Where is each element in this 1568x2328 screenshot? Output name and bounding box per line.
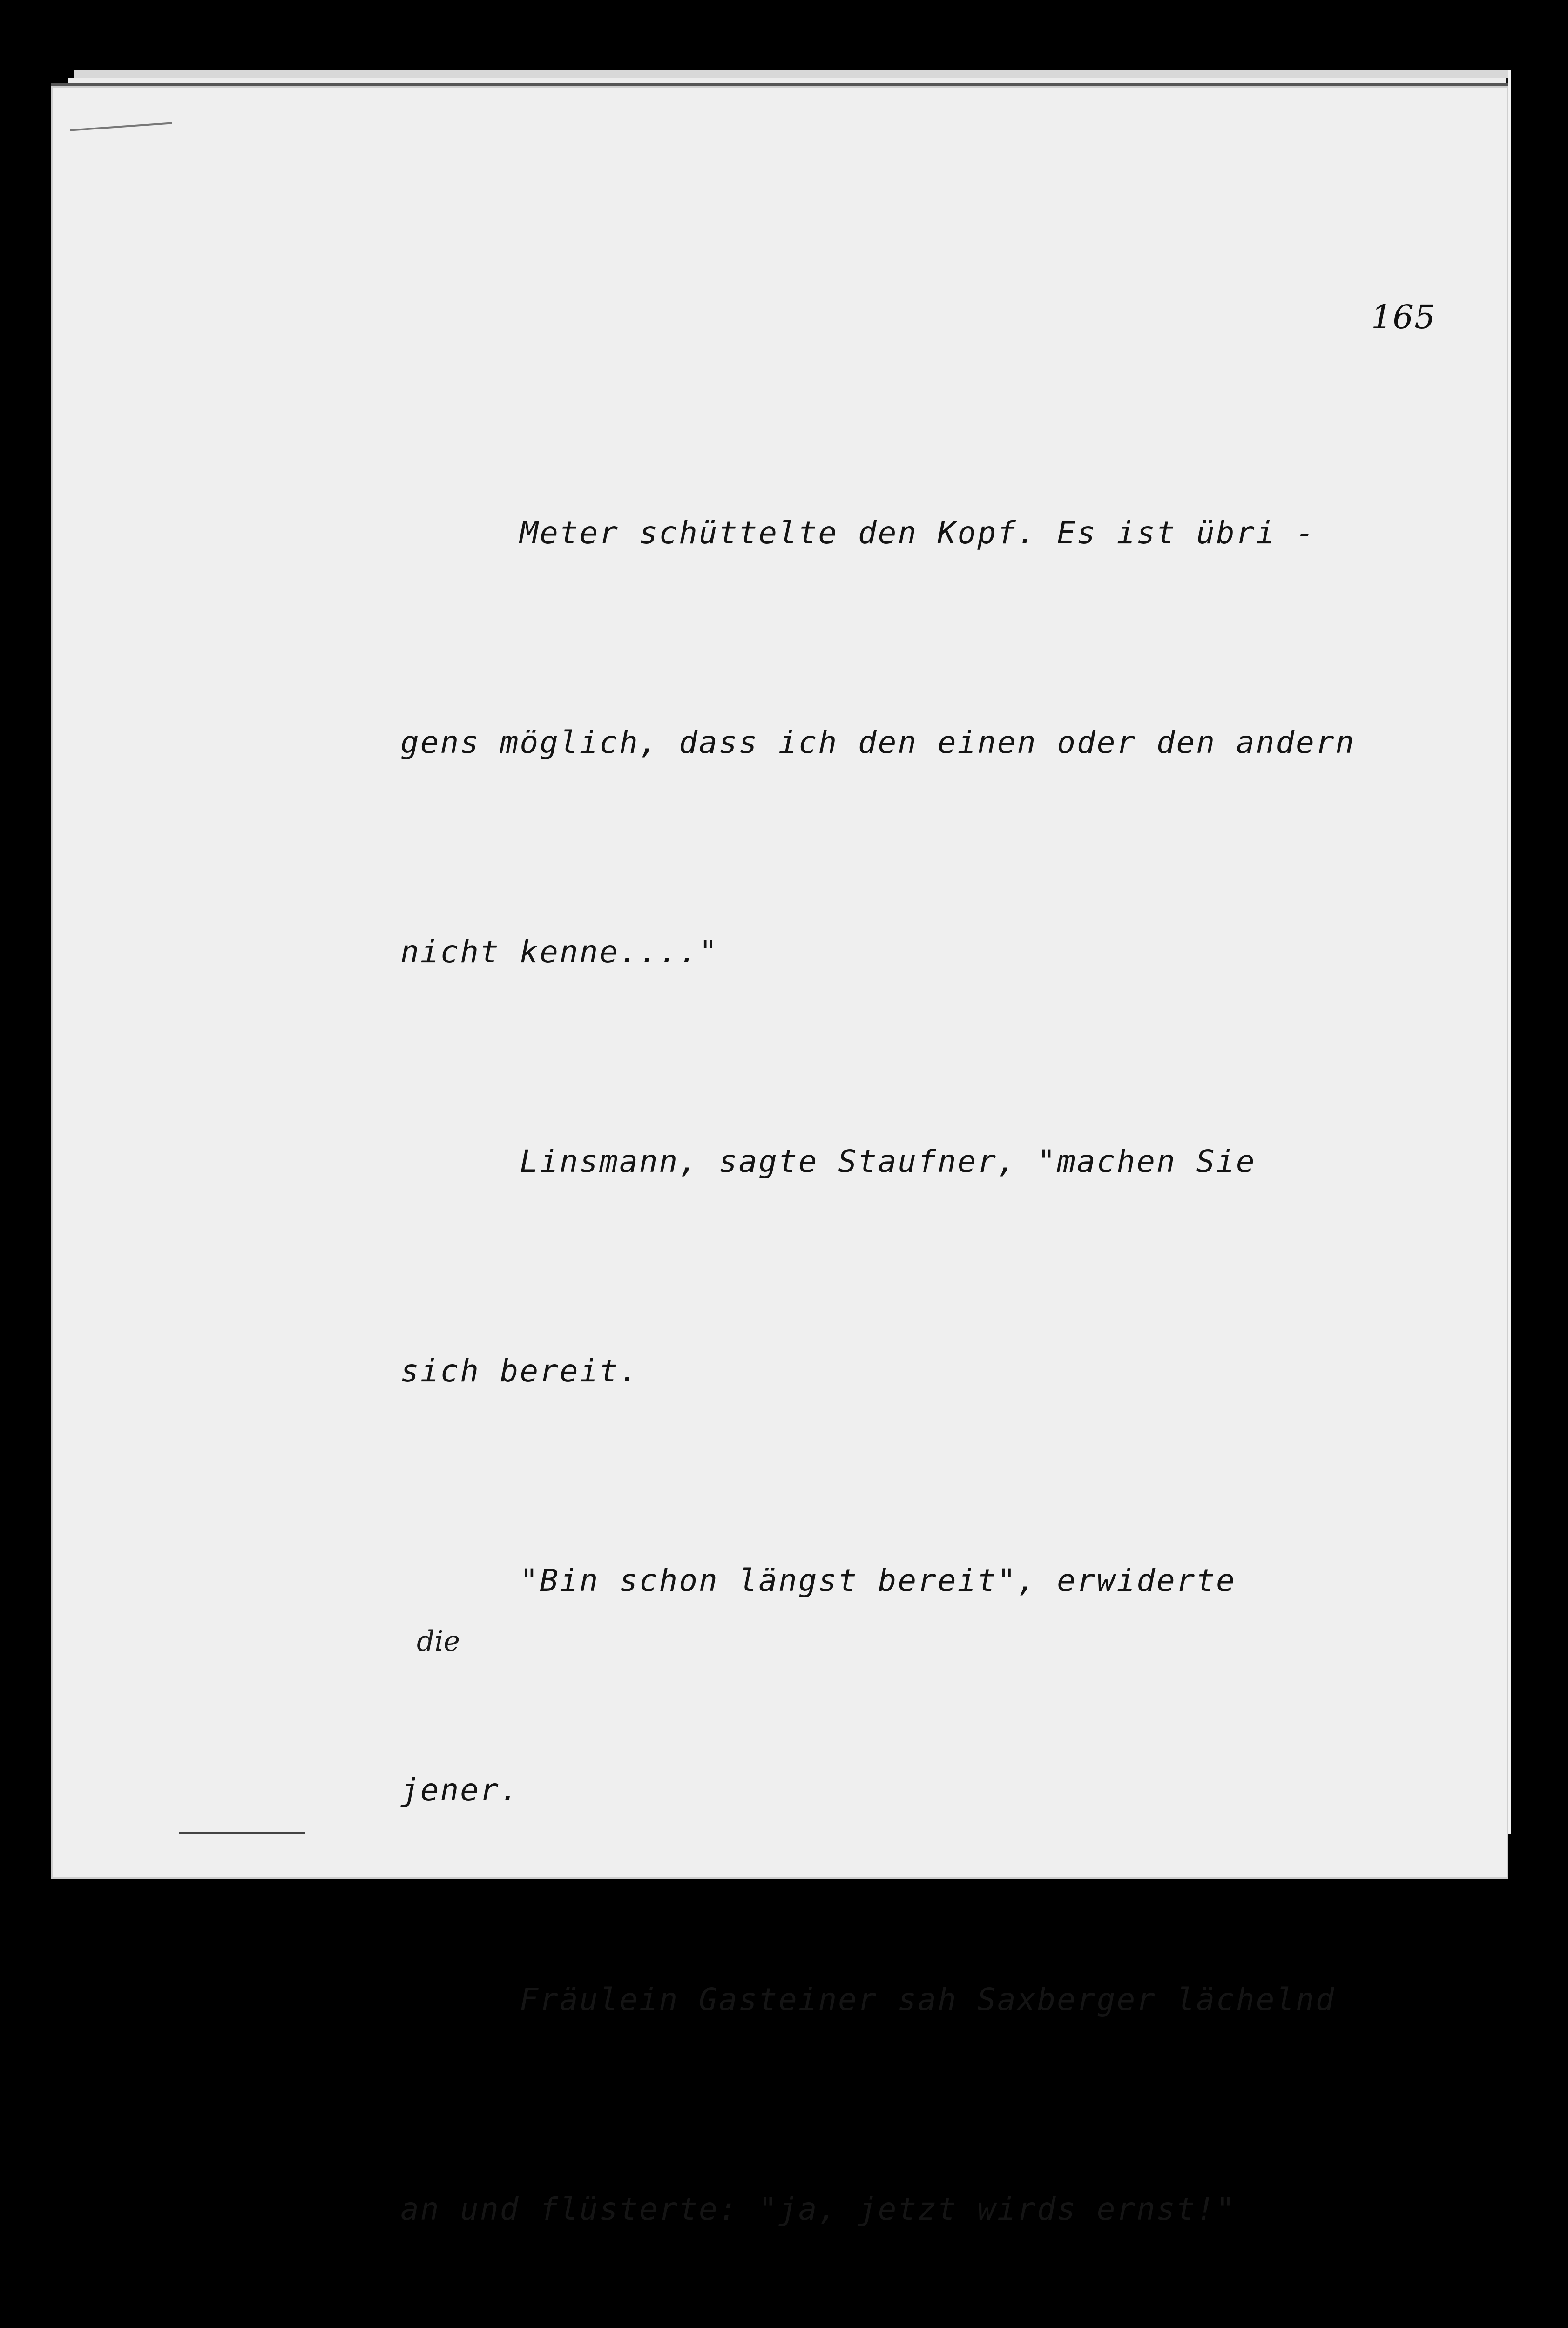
- handwritten-correction: die: [417, 1625, 460, 1658]
- text-line: gens möglich, dass ich den einen oder den andern: [400, 724, 1356, 760]
- text-line: Linsmann, sagte Staufner, "machen Sie: [400, 1144, 1256, 1179]
- typed-text-body: [400, 359, 1490, 2328]
- text-line: nicht kenne....": [400, 934, 719, 970]
- text-line: Fräulein Gasteiner sah Saxberger lächelnd: [400, 1982, 1336, 2017]
- text-line: an und flüsterte: "ja, jetzt wirds ernst!": [400, 2191, 1236, 2227]
- text-line: Meter schüttelte den Kopf. Es ist übri -: [400, 515, 1316, 551]
- bottom-margin-mark: [179, 1832, 305, 1834]
- text-line: jener.: [400, 1772, 520, 1808]
- text-line: sich bereit.: [400, 1353, 639, 1389]
- page-number: 165: [1371, 298, 1436, 336]
- text-line: "Bin schon längst bereit", erwiderte: [400, 1563, 1236, 1598]
- page-top-edge: [51, 83, 1508, 86]
